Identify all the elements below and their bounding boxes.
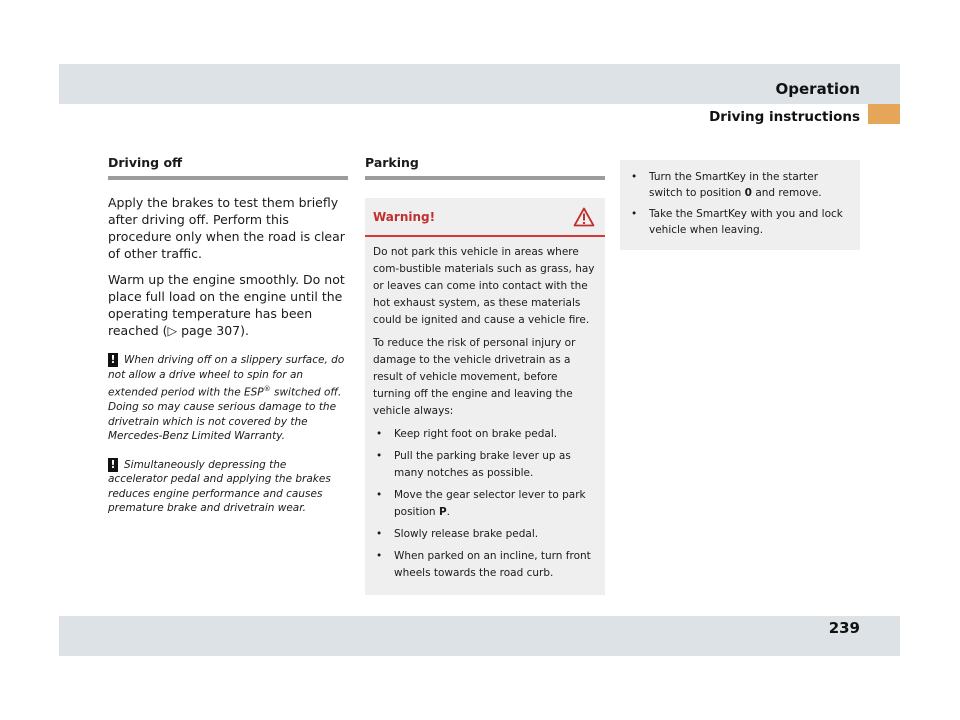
- parking-warning-box: [365, 198, 605, 595]
- note-1-text-b: switched off. Doing so may cause serious damage to the drivetrain which is not covered by the Mercedes-Benz Limited Warranty.: [108, 386, 342, 442]
- warning-paragraph-1: Do not park this vehicle in areas where com-bustible materials such as grass, hay or leaves can come into contact with the hot exhaust system, as these materials could be ignited and cause a vehicle fire.: [373, 246, 595, 326]
- note-2-text: Simultaneously depressing the accelerator pedal and applying the brakes reduces engine performance and causes premature brake and drivetrain wear.: [108, 458, 331, 514]
- warning-header: [365, 198, 605, 237]
- list-item: • Pull the parking brake lever up as many notches as possible.: [373, 448, 597, 482]
- note-pedal-wear: [108, 458, 348, 516]
- section-tab-marker: [868, 104, 900, 124]
- note-slippery-surface: [108, 353, 348, 444]
- parking-heading: Parking: [365, 155, 605, 180]
- header-band: [59, 64, 900, 104]
- steps-column: [620, 155, 860, 250]
- bullet-3-text: Move the gear selector lever to park position: [394, 489, 586, 518]
- registered-mark: ®: [263, 385, 271, 393]
- parking-steps-box: [620, 160, 860, 250]
- page-number: 239: [828, 619, 860, 637]
- bullet-3-end: .: [446, 506, 450, 518]
- warning-paragraph-2: To reduce the risk of personal injury or damage to the vehicle drivetrain as a result of vehicle movement, before turning off the engine and leaving the vehicle always:: [373, 337, 576, 417]
- list-item: • Take the SmartKey with you and lock vehicle when leaving.: [628, 206, 852, 238]
- driving-off-paragraph-2: Warm up the engine smoothly. Do not place full load on the engine until the operating temperature has been reached (▷ page 307).: [108, 272, 345, 338]
- warning-body: [365, 237, 605, 595]
- parking-column: [365, 155, 605, 595]
- list-item: • Slowly release brake pedal.: [373, 526, 597, 543]
- step-1-text: Turn the SmartKey in the starter switch to position: [649, 171, 819, 199]
- gear-position-p: P: [438, 506, 447, 518]
- key-position-0: 0: [744, 187, 752, 199]
- list-item: • When parked on an incline, turn front wheels towards the road curb.: [373, 548, 597, 582]
- footer-band: [59, 616, 900, 656]
- subchapter-title: Driving instructions: [709, 109, 860, 125]
- warning-title: Warning!: [373, 210, 436, 224]
- note-1-text-a: When driving off on a slippery surface, do not allow a drive wheel to spin for an extended period with the ESP: [108, 354, 345, 399]
- list-item: • Keep right foot on brake pedal.: [373, 426, 597, 443]
- list-item: [373, 487, 597, 521]
- step-1-end: and remove.: [751, 187, 822, 199]
- driving-off-heading: Driving off: [108, 155, 348, 180]
- chapter-title: Operation: [775, 80, 860, 98]
- steps-bullet-list: [628, 169, 852, 238]
- list-item: [628, 169, 852, 201]
- exclamation-icon: !: [108, 458, 118, 472]
- warning-bullet-list: [373, 426, 597, 582]
- exclamation-icon: !: [108, 353, 118, 367]
- driving-off-column: [108, 155, 348, 528]
- warning-triangle-icon: [573, 207, 595, 227]
- driving-off-paragraph-1: Apply the brakes to test them briefly after driving off. Perform this procedure only when the road is clear of other traffic.: [108, 195, 345, 261]
